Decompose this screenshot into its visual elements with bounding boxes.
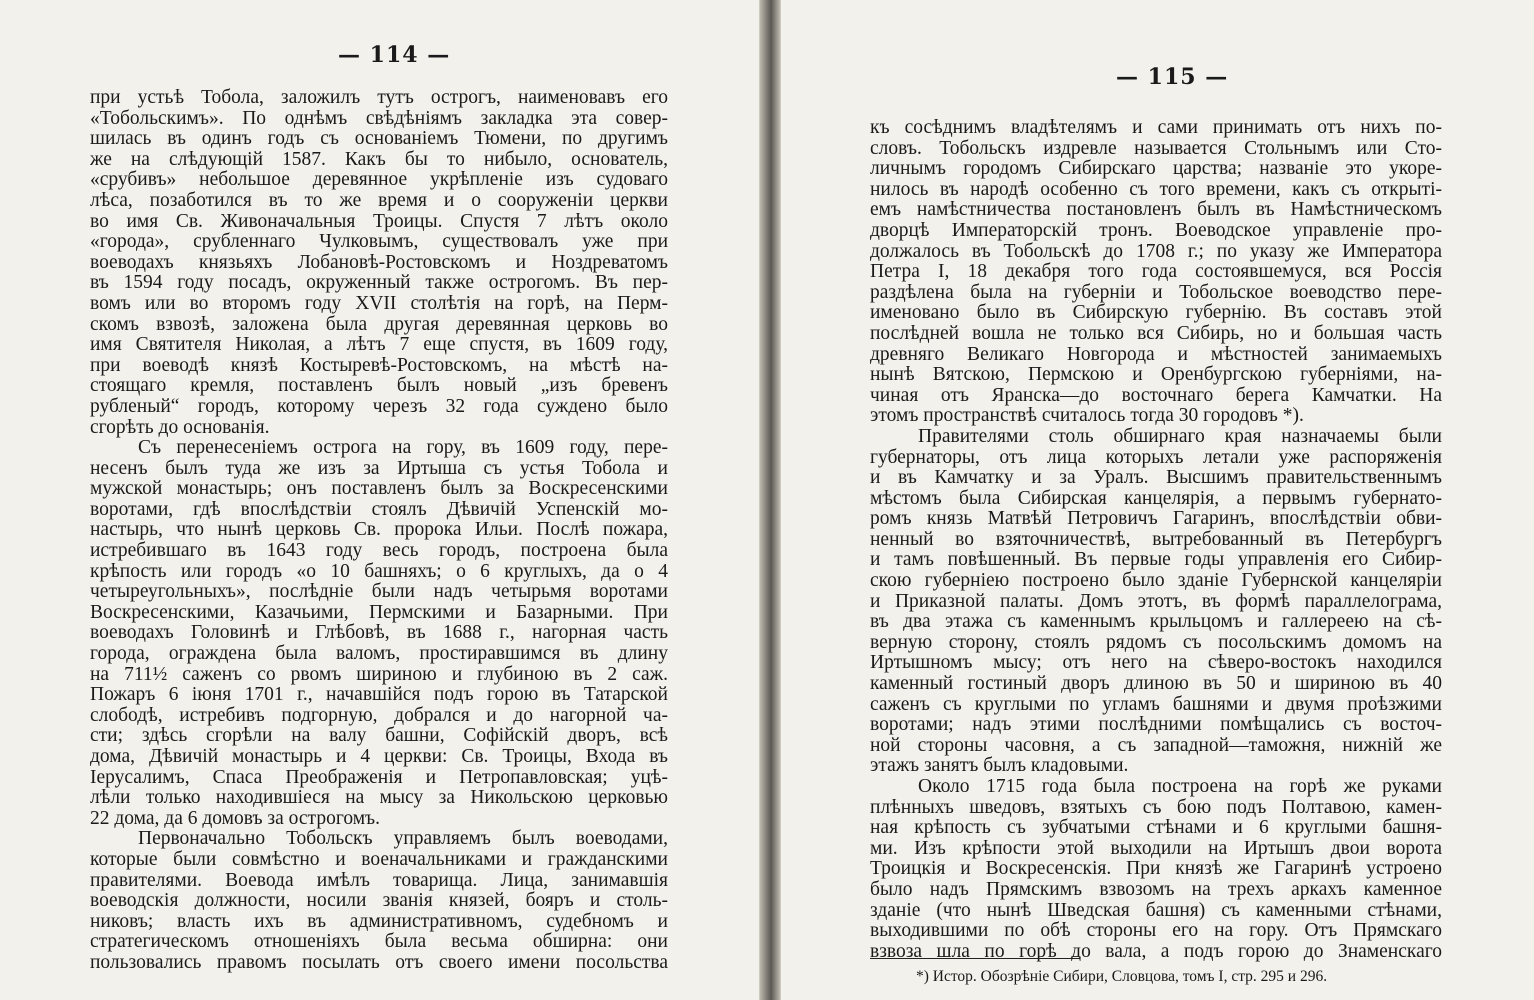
text-line: скомъ взвозѣ, заложена была другая деревянная церковь во xyxy=(90,314,668,335)
text-line: Правителями столь обширнаго края назначаемы были xyxy=(918,426,1442,447)
text-line: и тамъ повѣшенный. Въ первые годы управленія его Сибир- xyxy=(870,550,1442,571)
text-line: мужской монастырь; онъ поставленъ былъ за Воскресенскими xyxy=(90,479,668,500)
page-body-text xyxy=(870,118,1442,962)
text-line: «города», срубленнаго Чулковымъ, существовалъ уже при xyxy=(90,232,668,253)
text-line: стратегическомъ отношеніяхъ была весьма обширна: они xyxy=(90,932,668,953)
text-line: къ сосѣднимъ владѣтелямъ и сами принимать отъ нихъ по- xyxy=(870,118,1442,138)
text-line: ная крѣпость съ зубчатыми стѣнами и 6 круглыми башня- xyxy=(870,818,1442,839)
text-line: никовъ; власть ихъ въ административномъ, судебномъ и xyxy=(90,911,668,932)
text-line: личнымъ городомъ Сибирскаго царства; названіе это укоре- xyxy=(870,159,1442,180)
footnote-rule xyxy=(870,958,1080,959)
text-line: лѣса, позаботился въ то же время и о сооруженіи церкви xyxy=(90,190,668,211)
text-line: ной стороны часовня, а съ западной—таможня, нижній же xyxy=(870,735,1442,756)
page-number: — 115 — xyxy=(1116,64,1229,90)
text-line: крѣпость или городъ «о 10 башняхъ; о 6 круглыхъ, да о 4 xyxy=(90,561,668,582)
text-line: воеводахъ князьяхъ Лобановѣ-Ростовскомъ и Ноздреватомъ xyxy=(90,252,668,273)
text-line: должалось въ Тобольскѣ до 1708 г.; по указу же Императора xyxy=(870,241,1442,262)
text-line: Пожаръ 6 іюня 1701 г., начавшійся подъ горою въ Татарской xyxy=(90,685,668,706)
text-line: емъ намѣстничества постановленъ былъ въ Намѣстническомъ xyxy=(870,200,1442,221)
text-line: Около 1715 года была построена на горѣ же руками xyxy=(918,777,1442,797)
text-line: которые были совмѣстно и военачальниками и гражданскими xyxy=(90,849,668,870)
text-line: Троицкія и Воскресенскія. При князѣ же Гагаринѣ устроено xyxy=(870,859,1442,880)
left-page xyxy=(0,0,760,1000)
text-line: ми. Изъ крѣпости этой выходили на Иртышъ двои ворота xyxy=(870,838,1442,859)
text-line: саженъ съ круглыми по угламъ башнями и двумя проѣзжими xyxy=(870,694,1442,715)
text-line: при устьѣ Тобола, заложилъ тутъ острогъ, наименовавъ его xyxy=(90,88,668,108)
text-line: верную сторону, стоялъ рядомъ съ посольскимъ домомъ на xyxy=(870,632,1442,653)
text-line: Иртышномъ мысу; отъ него на сѣверо-востокъ находился xyxy=(870,653,1442,674)
text-line: мѣстомъ была Сибирская канцелярія, а первымъ губернато- xyxy=(870,488,1442,509)
text-line: этомъ пространствѣ считалось тогда 30 городовъ *). xyxy=(870,406,1304,427)
text-line: именовано было въ Сибирскую губернію. Въ составъ этой xyxy=(870,303,1442,324)
text-line: имя Святителя Николая, а лѣтъ 7 еще спустя, въ 1609 году, xyxy=(90,335,668,356)
text-line: Первоначально Тобольскъ управляемъ былъ воеводами, xyxy=(138,829,668,850)
text-line: чиная отъ Яранска—до восточнаго берега Камчатки. На xyxy=(870,385,1442,406)
text-line: взвоза шла по горѣ до вала, а подъ горою до Знаменскаго xyxy=(870,941,1442,962)
text-line: и въ Камчатку и за Уралъ. Высшимъ правительственнымъ xyxy=(870,468,1442,489)
text-line: 22 дома, да 6 домовъ за острогомъ. xyxy=(90,808,381,829)
text-line: настырь, что нынѣ церковь Св. пророка Ильи. Послѣ пожара, xyxy=(90,520,668,541)
text-line: плѣнныхъ шведовъ, взятыхъ съ бою подъ Полтавою, камен- xyxy=(870,797,1442,818)
text-line: въ два этажа съ каменнымъ крыльцомъ и галлереею на сѣ- xyxy=(870,612,1442,633)
text-line: рубленый“ городъ, которому черезъ 32 года суждено было xyxy=(90,396,668,417)
text-line: правителями. Воевода имѣлъ товарища. Лица, занимавшія xyxy=(90,870,668,891)
text-line: нынѣ Вятскою, Пермскою и Оренбургскою губерніями, на- xyxy=(870,365,1442,386)
text-line: воеводскія должности, носили званія князей, бояръ и столь- xyxy=(90,891,668,912)
text-line: сгорѣть до основанія. xyxy=(90,417,270,438)
text-line: скою губерніею построено было зданіе Губернской канцеляріи xyxy=(870,571,1442,592)
text-line: словъ. Тобольскъ издревле называется Стольнымъ или Сто- xyxy=(870,138,1442,159)
text-line: лѣли только находившіеся на мысу за Никольскою церковью xyxy=(90,788,668,809)
text-line: шилась въ одинъ годъ съ основаніемъ Тюмени, по другимъ xyxy=(90,129,668,150)
text-line: зданіе (что нынѣ Шведская башня) съ каменными стѣнами, xyxy=(870,900,1442,921)
text-line: слободѣ, истребивъ подгорную, добрался и до нагорной ча- xyxy=(90,705,668,726)
text-line: раздѣлена была на губерніи и Тобольское воеводство пере- xyxy=(870,282,1442,303)
book-gutter xyxy=(760,0,780,1000)
text-line: «срубивъ» небольшое деревянное укрѣпленіе изъ судоваго xyxy=(90,170,668,191)
text-line: Петра I, 18 декабря того года состоявшемуся, вся Россія xyxy=(870,262,1442,283)
text-line: дома, Дѣвичій монастырь и 4 церкви: Св. Троицы, Входа въ xyxy=(90,747,668,767)
text-line: вомъ или во второмъ году XVII столѣтія на горѣ, на Перм- xyxy=(90,293,668,314)
text-line: послѣдней вошла не только вся Сибирь, но и большая часть xyxy=(870,323,1442,344)
text-line: Съ перенесеніемъ острога на гору, въ 1609 году, пере- xyxy=(138,438,668,459)
text-line: и Приказной палаты. Домъ этотъ, въ формѣ параллелограма, xyxy=(870,591,1442,612)
text-line: во имя Св. Живоначальныя Троицы. Спустя 7 лѣтъ около xyxy=(90,211,668,232)
text-line: при воеводѣ князѣ Костыревѣ-Ростовскомъ, на мѣстѣ на- xyxy=(90,355,668,376)
text-line: воротами; надъ этими послѣдними помѣщались съ восточ- xyxy=(870,715,1442,736)
page-number: — 114 — xyxy=(338,42,451,68)
text-line: выходившими по обѣ стороны его на гору. Отъ Прямскаго xyxy=(870,921,1442,942)
text-line: воеводахъ Головинѣ и Глѣбовѣ, въ 1688 г., нагорная часть xyxy=(90,623,668,644)
text-line: нилось въ народѣ особенно съ того времени, какъ съ открыті- xyxy=(870,179,1442,200)
text-line: Воскресенскими, Казачьими, Пермскими и Базарными. При xyxy=(90,602,668,623)
text-line: на 711½ саженъ со рвомъ шириною и глубиною въ 2 саж. xyxy=(90,664,668,685)
text-line: дворцѣ Императорскій тронъ. Воеводское управленіе про- xyxy=(870,220,1442,241)
text-line: каменный гостиный дворъ длиною въ 50 и шириною въ 40 xyxy=(870,674,1442,695)
text-line: же на слѣдующій 1587. Какъ бы то нибыло, основатель, xyxy=(90,149,668,170)
text-line: было надъ Прямскимъ взвозомъ на трехъ аркахъ каменное xyxy=(870,879,1442,900)
text-line: города, ограждена была валомъ, простиравшимся въ длину xyxy=(90,644,668,665)
text-line: пользовались правомъ посылать отъ своего имени посольства xyxy=(90,952,668,973)
text-line: губернаторы, отъ лица которыхъ летали уже распоряженія xyxy=(870,447,1442,468)
text-line: этажъ занятъ былъ кладовыми. xyxy=(870,756,1129,777)
text-line: воротами, гдѣ впослѣдствіи стоялъ Дѣвичій Успенскій мо- xyxy=(90,499,668,520)
text-line: несенъ былъ туда же изъ за Иртыша съ устья Тобола и xyxy=(90,458,668,479)
footnote: *) Истор. Обозрѣніе Сибири, Словцова, томъ I, стр. 295 и 296. xyxy=(916,968,1328,985)
text-line: ненный во взяточничествѣ, вытребованный въ Петербургъ xyxy=(870,529,1442,550)
text-line: четыреугольныхъ», послѣдніе были надъ четырьмя воротами xyxy=(90,582,668,603)
text-line: сти; здѣсь сгорѣли на валу башни, Софійскій дворъ, всѣ xyxy=(90,726,668,747)
text-line: Іерусалимъ, Спаса Преображенія и Петропавловская; уцѣ- xyxy=(90,767,668,788)
text-line: ромъ князь Матвѣй Петровичъ Гагаринъ, впослѣдствіи обви- xyxy=(870,509,1442,530)
text-line: въ 1594 году посадъ, окруженный также острогомъ. Въ пер- xyxy=(90,273,668,294)
page-body-text xyxy=(90,88,668,974)
text-line: «Тобольскимъ». По однѣмъ свѣдѣніямъ закладка эта совер- xyxy=(90,108,668,129)
text-line: истребившаго въ 1643 году весь городъ, построена была xyxy=(90,541,668,562)
text-line: стоящаго кремля, поставленъ былъ новый „изъ бревенъ xyxy=(90,376,668,397)
text-line: древняго Великаго Новгорода и мѣстностей занимаемыхъ xyxy=(870,344,1442,365)
